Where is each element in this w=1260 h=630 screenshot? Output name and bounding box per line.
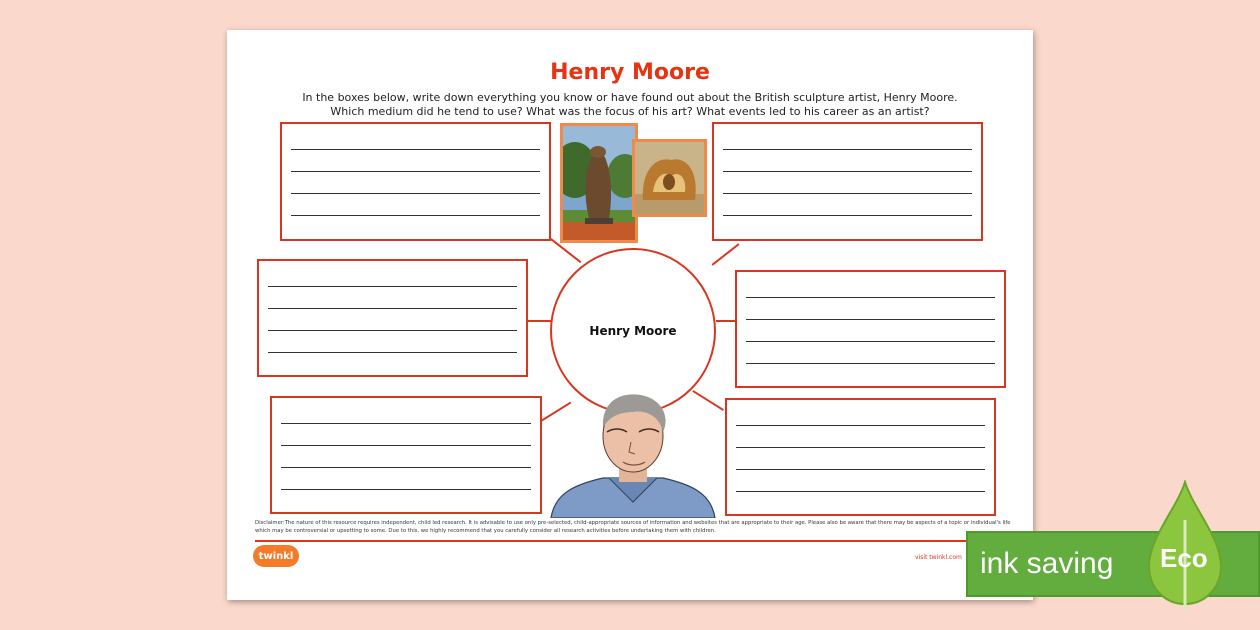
writing-box-bottom-right[interactable]: [725, 398, 996, 516]
worksheet-title: Henry Moore: [550, 60, 710, 85]
sculpture-image-icon: [635, 142, 704, 214]
portrait-icon: [547, 392, 719, 518]
connector-line: [527, 320, 551, 322]
twinkl-logo: [253, 545, 299, 567]
footer-link[interactable]: visit twinkl.com: [915, 554, 962, 561]
disclaimer-text: Disclaimer:The nature of this resource requires independent, child led research. It is advisable to use only pre-selected, child-appropriate sources of information and websites that are appropriate to their age. Please also be aware that there may be aspects of a topic or individual's life which may be controversial or upsetting to some. Due to this, we highly recommend that you carefully consider all research activities before undertaking them with children.: [255, 520, 1011, 534]
writing-box-bottom-left[interactable]: [270, 396, 542, 514]
connector-line: [712, 243, 740, 265]
connector-line: [716, 320, 736, 322]
logo-text: twinkl: [258, 550, 294, 562]
sculpture-photo-1: [560, 123, 638, 243]
eco-word: Eco: [1160, 543, 1208, 573]
worksheet-instructions: [227, 91, 1033, 119]
instructions-line-1: In the boxes below, write down everything you know or have found out about the British sculpture artist, Henry Moore.: [302, 91, 958, 104]
center-circle: [550, 248, 716, 414]
badge-text: ink saving: [980, 547, 1114, 580]
sculpture-image-icon: [563, 126, 635, 240]
writing-box-top-left[interactable]: [280, 122, 551, 241]
henry-moore-portrait: [547, 392, 719, 518]
writing-box-top-right[interactable]: [712, 122, 983, 241]
writing-box-middle-right[interactable]: [735, 270, 1006, 388]
instructions-line-2: Which medium did he tend to use? What was the focus of his art? What events led to his career as an artist?: [330, 105, 930, 118]
sculpture-photo-2: [632, 139, 707, 217]
footer-divider: [255, 540, 1003, 542]
worksheet-page: [227, 30, 1033, 600]
writing-box-middle-left[interactable]: [257, 259, 528, 377]
center-label: Henry Moore: [589, 324, 677, 338]
